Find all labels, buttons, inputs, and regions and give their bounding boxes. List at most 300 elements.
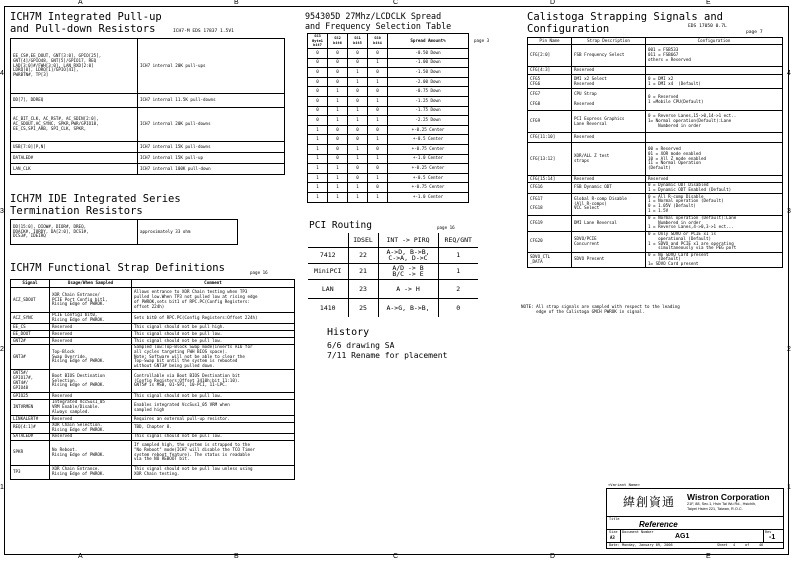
ss1-bit: 0 [348,87,368,97]
cal-description: FSB Dynamic ODT [572,183,646,194]
ss2-bit: 0 [328,144,348,154]
table-row [308,96,469,106]
cal-pin: CFG17 CFG18 [528,193,572,215]
table-row [308,263,478,279]
spread-amount: +-0.5 Center [388,173,469,183]
table-row [11,345,295,370]
company-address: 21F, 88, Sec.1, Hsin Tai Wu Rd., Hsichih, Taipei Hsien 221, Taiwan, R.O.C. [687,502,757,511]
strap-usage: Reserved [50,338,132,345]
pci-idsel: 23 [348,279,378,298]
ss0-bit: 0 [368,164,388,174]
ss0-bit: 1 [368,96,388,106]
calistoga-table [527,37,783,268]
ss2-bit: 0 [328,68,348,78]
ss3-bit: 0 [308,116,328,126]
table-row [528,111,783,133]
rev-label: Rev [765,530,772,534]
table-row [11,370,295,393]
ss1-bit: 0 [348,173,368,183]
ss1-bit: 0 [348,58,368,68]
strap-comment: Requires an external pull-up resistor. [132,416,295,423]
strap-signal: TP3 [11,465,50,479]
table-row [308,298,478,317]
ss0-bit: 0 [368,183,388,193]
ss1-bit: 1 [348,106,368,116]
spread-page: page 3 [474,38,490,43]
table-row [11,440,295,465]
column-header: Pin Name [528,38,572,45]
table-row [308,58,469,68]
strap-comment: This signal should not be pull low. [132,393,295,400]
ss1-bit: 0 [348,96,368,106]
ss3-bit: 1 [308,192,328,202]
pci-device: 1410 [308,298,348,317]
strap-page: page 16 [250,270,268,275]
pullup-value: ICH7 internal 20K pull-ups [138,39,285,94]
ss3-bit: 1 [308,135,328,145]
table-row [528,231,783,252]
ss0-bit: 1 [368,192,388,202]
ss3-bit: 0 [308,68,328,78]
ss2-bit: 1 [328,173,348,183]
strap-signal: LINKALERT# [11,416,50,423]
ss0-bit: 0 [368,49,388,59]
ss1-bit: 0 [348,125,368,135]
strap-comment: Sets bit0 of RPC.PC(Config Registers:Offset 224h) [132,313,295,324]
history-line: 7/11 Rename for placement [327,351,448,360]
strap-title: ICH7M Functional Strap Definitions [10,262,225,274]
cal-config: 0 = DMI x2 1 = DMI x4 (Default) [646,75,783,89]
cal-config: Reserved [646,176,783,183]
table-row [308,279,478,298]
strap-comment: This signal should not be pull low. [132,338,295,345]
cal-config: 001 = FSB533 011 = FSB667 others = Reserved [646,45,783,67]
date-label: Date: [609,543,620,547]
strap-signal: INTVRMEN [11,400,50,416]
sheet-value: 4 [733,543,736,547]
row-label-right: 4 [787,70,791,77]
spread-amount: -2.25 Down [388,116,469,126]
cal-description: XOR/ALL Z test straps [572,143,646,176]
row-label-left: 3 [0,208,4,215]
calistoga-note: NOTE: All strap signals are sampled with respect to the leading edge of the Calistoga GMCH PWROK in signal. [521,304,680,315]
ss3-bit: 0 [308,77,328,87]
col-label-top: D [550,0,556,6]
strap-signal: GNT2# [11,338,50,345]
spread-amount: +-0.25 Center [388,125,469,135]
spread-amount: -1.00 Down [388,58,469,68]
column-header: Usage/When Sampled [50,280,132,288]
cal-config: 0 = Reserved 1 =Mobile CPU(Default) [646,89,783,111]
ss1-bit: 1 [348,116,368,126]
ss1-bit: 1 [348,68,368,78]
pci-idsel: 25 [348,298,378,317]
ss1-bit: 0 [348,164,368,174]
strap-usage: Integrated VccSus1_05 VRM Enable/Disable. Always sampled. [50,400,132,416]
pci-device: 7412 [308,247,348,263]
strap-signal: EE_DOUT [11,331,50,338]
cal-config: 0 = Dynamic ODT Disabled 1 = Dynamic ODT Enabled (Default) [646,183,783,194]
pullup-signal: EE_CS#,EE_DOUT, GNT[3:0], GPIO[25], GNT[4]/GPIO48, GNT[5]/GPIO17, REQ LAD[3:0]#/FWH[3:0], LAN_RXD[2:0] LDRQ[0], LDRQ[1]/GPIO[41], PWRBTN#, TP[3] [11,39,138,94]
col-label-bottom: A [78,553,83,560]
cal-description: Reserved [572,67,646,75]
strap-comment: Allows entrance to XOR Chain testing when TP3 pulled low.When TP3 not pulled low at rising edge of PWROK,sets bit1 of RPC.PC(Config Registers: offset 224h) [132,288,295,313]
ss1-bit: 1 [348,154,368,164]
table-row [528,133,783,143]
spread-amount: -1.75 Down [388,106,469,116]
strap-comment: This signal should not be pull high. [132,324,295,331]
company-logo: 緯創資通 [623,495,676,509]
table-row [11,423,295,434]
pci-int: A -> H [378,279,438,298]
pci-table [308,233,478,317]
spread-amount: -1.50 Down [388,68,469,78]
table-row [528,183,783,194]
cal-config: 00 = Reserved 01 = XOR mode enabled 10 = All Z mode enabled 11 = Normal Operation (Default) [646,143,783,176]
pci-reqgnt: 1 [438,247,478,263]
ss0-bit: 1 [368,58,388,68]
table-row [11,108,285,142]
docnum-value: AG1 [675,533,690,540]
cal-description: CPU Strap Reserved [572,89,646,111]
cal-pin: CFG[2:0] [528,45,572,67]
history-title: History [327,327,370,338]
column-header: Strap Description [572,38,646,45]
table-row [308,173,469,183]
ss2-bit: 0 [328,125,348,135]
ss2-bit: 1 [328,192,348,202]
strap-usage: Reserved [50,324,132,331]
size-label: Size [609,530,618,534]
table-row [11,153,285,164]
cal-pin: CFG19 [528,215,572,231]
cal-pin: CFG16 [528,183,572,194]
strap-signal: ACZ_SYNC [11,313,50,324]
cal-config: 0 = All R-comp Disable 1 = Normal operation (Default) 0 = 1.05V (Default) 1 = 1.5V [646,193,783,215]
row-label-right: 3 [787,208,791,215]
cal-pin: CFG9 [528,111,572,133]
ide-signals: DD[15:0], DIOW#, DIOR#, DREQ, DDACK#, IORDY, DA[2:0], DCS1#, DCS3#, IDEIRQ [11,220,138,245]
strap-table [10,279,295,480]
strap-usage: Reserved [50,433,132,440]
table-header-row [528,38,783,45]
table-row [528,193,783,215]
cal-config: 0 = No SDVO Card present (Default) 1= SDVO Card present [646,252,783,267]
ss2-bit: 1 [328,116,348,126]
ss3-bit: 0 [308,87,328,97]
column-header: SS0 bit4 [368,34,388,49]
docnum-label: Document Number [622,530,654,534]
cal-description: FSB Frequency Select [572,45,646,67]
spread-amount: +-1.0 Center [388,192,469,202]
strap-usage: Boot BIOS Destination Selection. Rising Edge of PWROK. [50,370,132,393]
rev-value: -1 [769,534,776,541]
col-label-bottom: B [234,553,239,560]
table-header-row [308,34,469,49]
cal-description: Global R-comp Disable (All R-comps) VCC Select [572,193,646,215]
ss0-bit: 1 [368,116,388,126]
spread-amount: +-0.5 Center [388,135,469,145]
ss0-bit: 0 [368,144,388,154]
column-header: Signal [11,280,50,288]
strap-signal: EE_CS [11,324,50,331]
ss2-bit: 1 [328,106,348,116]
pullup-signal: USB[7:0][P,N] [11,142,138,153]
table-row [308,77,469,87]
column-header: IDSEL [348,233,378,247]
table-row [308,106,469,116]
ss3-bit: 1 [308,125,328,135]
ss3-bit: 0 [308,49,328,59]
table-row [528,67,783,75]
column-header: INT -> PIRQ [378,233,438,247]
cal-description: SDVO/PCIE Concurrent [572,231,646,252]
ss3-bit: 1 [308,144,328,154]
strap-signal: GNT5#/ GPIO17#, GNT4#/ GPIO48 [11,370,50,393]
ss3-bit: 0 [308,58,328,68]
ss3-bit: 0 [308,96,328,106]
title-label: Title [609,517,620,521]
calistoga-ref: EDS 17050 0.7L [688,24,727,29]
strap-signal: GPIO25 [11,393,50,400]
cal-description: PCI Express Graphics Lane Reversal [572,111,646,133]
table-row [308,135,469,145]
pci-reqgnt: 1 [438,263,478,279]
row-label-left: 4 [0,70,4,77]
strap-comment: This signal should not be pull low. [132,433,295,440]
strap-usage: XOR Chain Entrance. Rising Edge of PWROK. [50,465,132,479]
pci-int: A->G, B->B, [378,298,438,317]
ss0-bit: 1 [368,154,388,164]
ss3-bit: 1 [308,164,328,174]
ss2-bit: 1 [328,183,348,193]
ss0-bit: 0 [368,87,388,97]
spread-amount: -2.00 Down [388,77,469,87]
pci-reqgnt: 0 [438,298,478,317]
ss1-bit: 1 [348,183,368,193]
calistoga-page: page 7 [746,30,763,35]
company-name: Wistron Corporation [687,492,770,502]
of-label: of [745,543,750,547]
table-row [308,116,469,126]
col-label-top: C [393,0,399,6]
spread-amount: -1.25 Down [388,96,469,106]
spread-amount: +-0.75 Center [388,183,469,193]
pullup-value: ICH7 internal 15K pull-downs [138,142,285,153]
strap-signal: ACZ_SDOUT [11,288,50,313]
ss2-bit: 0 [328,49,348,59]
table-row [528,45,783,67]
strap-comment: This signal should not be pull low. [132,331,295,338]
spread-title: 954305D 27Mhz/LCDCLK Spread and Frequency Selection Table [305,11,452,31]
cal-config [646,133,783,143]
pullup-signal: DATALED# [11,153,138,164]
row-label-right: 1 [787,484,791,491]
date-value: Monday, January 09, 2006 [622,543,673,547]
cal-pin: CFG[13:12] [528,143,572,176]
table-row [11,142,285,153]
ide-table [10,219,238,245]
table-row [308,125,469,135]
cal-pin: SDVO_CTL _DATA [528,252,572,267]
col-label-top: A [78,0,83,6]
table-header-row [11,280,295,288]
table-row [11,400,295,416]
cal-description: SDVO Present [572,252,646,267]
table-row [308,144,469,154]
history-line: 6/6 drawing SA [327,341,395,350]
ss0-bit: 1 [368,77,388,87]
spread-amount: -0.75 Down [388,87,469,97]
table-row [11,465,295,479]
ide-value: approximately 33 ohm [138,220,238,245]
strap-signal: GNT3# [11,345,50,370]
cal-config: 0 = Normal operation (Default):Lane Numbered in order 1 = Reverse Lanes,4->0,3->1 ect... [646,215,783,231]
ss1-bit: 0 [348,49,368,59]
spread-amount: +-0.75 Center [388,144,469,154]
pci-int: A->D, B->B, C->A, D->C [378,247,438,263]
pullup-title: ICH7M Integrated Pull-up and Pull-down Resistors [10,11,162,35]
table-row [528,215,783,231]
col-label-bottom: C [393,553,399,560]
sheet-label: Sheet [717,543,728,547]
strap-comment: TBD, Chapter 8. [132,423,295,434]
strap-comment: This signal should not be pull low unless using XOR Chain testing. [132,465,295,479]
cal-description: Reserved [572,176,646,183]
table-row [528,143,783,176]
strap-usage: Reserved [50,416,132,423]
table-row [11,433,295,440]
pullup-value: ICH7 internal 20K pull-downs [138,108,285,142]
ss0-bit: 0 [368,125,388,135]
strap-signal: SATALED# [11,433,50,440]
column-header [308,233,348,247]
table-row [308,164,469,174]
ss1-bit: 1 [348,192,368,202]
cal-description: DMI Lane Reversal [572,215,646,231]
col-label-bottom: E [706,553,711,560]
pci-title: PCI Routing [309,220,372,231]
strap-usage: No Reboot. Rising Edge of PWROK. [50,440,132,465]
pci-device: MiniPCI [308,263,348,279]
spread-table [307,33,469,203]
pci-reqgnt: 2 [438,279,478,298]
column-header: REQ/GNT [438,233,478,247]
pullup-table [10,38,285,175]
cal-config: 0 = Only SDVO or PCIE x1 is operational (Default) 1 = SDVO and PCIE x1 are operating simultaneously via the PEG port [646,231,783,252]
table-row [308,183,469,193]
table-row [11,288,295,313]
strap-usage: XOR Chain Selection. Rising Edge of PWROK. [50,423,132,434]
cal-config: 0 = Reverse Lanes,15->0,14->1 ect.. 1= Normal operation(Default):Lane Numbered in order [646,111,783,133]
table-row [308,192,469,202]
pullup-value: ICH7 internal 15K pull-up [138,153,285,164]
table-row [308,68,469,78]
strap-usage: Top-Block Swap Override. Rising Edge of PWROK. [50,345,132,370]
cal-pin: CFG[15:14] [528,176,572,183]
size-value: A3 [610,535,615,540]
ss0-bit: 1 [368,173,388,183]
table-row [528,89,783,111]
cal-pin: CFG7 CFG8 [528,89,572,111]
strap-comment: Controllable via Boot BIOS Destination bit (Config Registers:Offset 3410h:bit 11:10). GNT5# is MSB, 01-SPI, 10-PCI, 11-LPC. [132,370,295,393]
table-row [308,49,469,59]
pullup-signal: DD[7], DDREQ [11,94,138,108]
pci-idsel: 22 [348,247,378,263]
title-block [606,488,784,549]
table-header-row [308,233,478,247]
strap-usage: XOR Chain Entrance/ PCIE Port Config bit1, Rising Edge of PWROK. [50,288,132,313]
calistoga-title: Calistoga Strapping Signals and Configuration [527,11,723,35]
strap-signal: REQ[4:1]# [11,423,50,434]
ss3-bit: 0 [308,106,328,116]
ss0-bit: 0 [368,106,388,116]
ss0-bit: 1 [368,135,388,145]
ss1-bit: 1 [348,77,368,87]
pullup-ref: ICH7-M EDS 17837 1.5V1 [173,29,234,34]
column-header: SS1 bit5 [348,34,368,49]
pci-page: page 16 [437,225,455,230]
cal-description: Reserved [572,133,646,143]
ss3-bit: 1 [308,154,328,164]
column-header: Comment [132,280,295,288]
row-label-right: 2 [787,346,791,353]
ide-title: ICH7M IDE Integrated Series Termination Resistors [10,193,181,217]
row-label-left: 1 [0,484,4,491]
table-row [11,164,285,175]
cal-pin: CFG[11:10] [528,133,572,143]
col-label-bottom: D [550,553,556,560]
strap-signal: SPKR [11,440,50,465]
ss3-bit: 1 [308,183,328,193]
table-row [11,94,285,108]
pullup-value: ICH7 internal 11.5K pull-downs [138,94,285,108]
table-row [11,220,238,245]
table-row [308,247,478,263]
table-row [11,331,295,338]
strap-comment: If sampled high, the system is strapped to the "No Reboot" mode(ICH7 will disable the TCO Timer system reboot feature). The status is readable via the NO REBOOT bit. [132,440,295,465]
strap-usage: Reserved [50,331,132,338]
column-header: Configuration [646,38,783,45]
cal-description: DMI x2 Select Reserved [572,75,646,89]
table-row [11,313,295,324]
ss2-bit: 1 [328,96,348,106]
ss2-bit: 0 [328,58,348,68]
ss1-bit: 1 [348,144,368,154]
col-label-top: B [234,0,239,6]
doc-title: Reference [639,520,678,529]
strap-usage: Reserved [50,393,132,400]
ss2-bit: 0 [328,135,348,145]
spread-amount: +-1.0 Center [388,154,469,164]
column-header: SS3 Byte1 bit7 [308,34,328,49]
column-header: Spread Amount% [388,34,469,49]
pci-device: LAN [308,279,348,298]
ss0-bit: 0 [368,68,388,78]
strap-comment: Sampled low:Top-Block Swap mode(inverts A16 for all cycles targeting FWH BIOS space). Note: Software will not be able to clear the Top-Swap bit until the system is rebooted without GNT3# being pulled down. [132,345,295,370]
variant-label: <Variant Name> [608,482,641,487]
cal-pin: CFG5 CFG6 [528,75,572,89]
strap-usage: PCIE Config1 bit0, Rising Edge of PWROK. [50,313,132,324]
spread-amount: -0.50 Down [388,49,469,59]
table-row [11,39,285,94]
spread-amount: +-0.25 Center [388,164,469,174]
pullup-value: ICH7 internal 100K pull-down [138,164,285,175]
pci-idsel: 21 [348,263,378,279]
pullup-signal: LAN_CLK [11,164,138,175]
col-label-top: E [706,0,711,6]
cal-config [646,67,783,75]
